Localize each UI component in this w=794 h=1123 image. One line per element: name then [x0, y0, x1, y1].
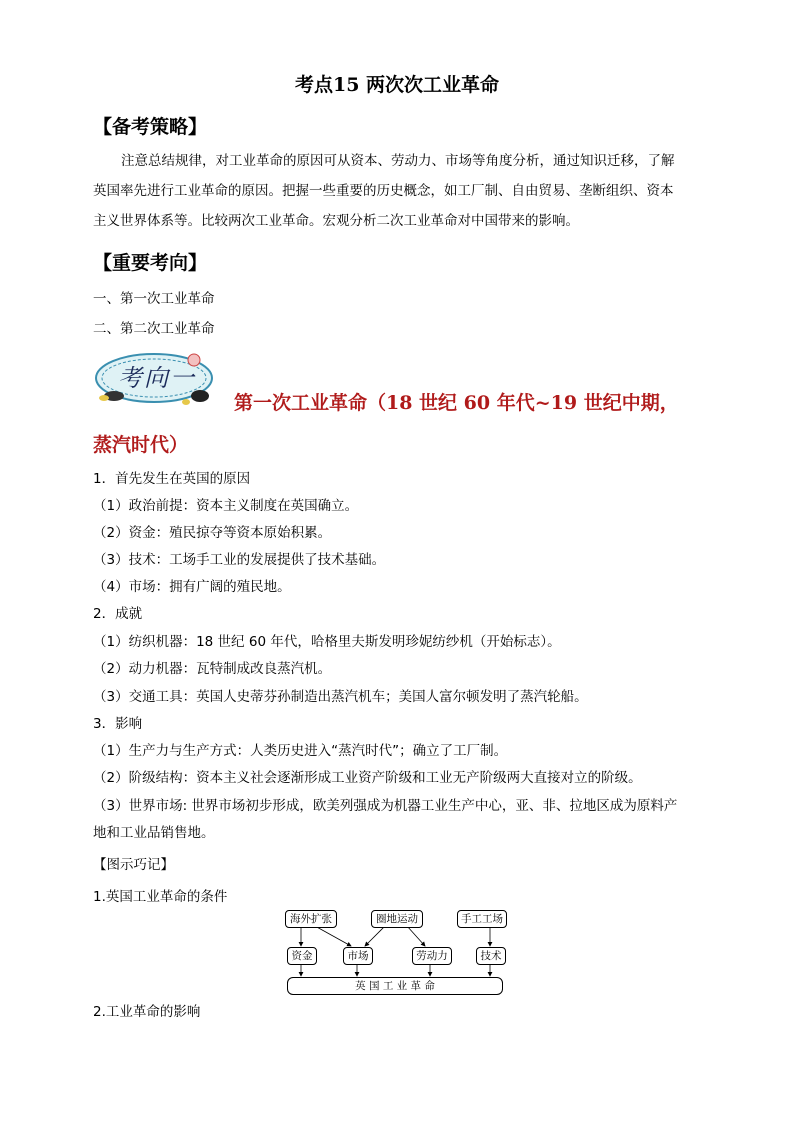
- strategy-line-3: 主义世界体系等。比较两次工业革命。宏观分析二次工业革命对中国带来的影响。: [93, 213, 579, 229]
- page-title: 考点15 两次次工业革命: [294, 74, 500, 96]
- direction-item-2: 二、第二次工业革命: [93, 321, 215, 337]
- diagram-node-labor: 劳动力: [412, 947, 452, 965]
- content-line: 2．成就: [93, 606, 143, 622]
- badge-label: 考向一: [118, 364, 196, 392]
- diagram-node-industrial-revolution: 英 国 工 业 革 命: [287, 977, 503, 995]
- content-line: （2）阶级结构：资本主义社会逐渐形成工业资产阶级和工业无产阶级两大直接对立的阶级。: [93, 770, 642, 786]
- content-line: （1）纺织机器：18 世纪 60 年代，哈格里夫斯发明珍妮纺纱机（开始标志）。: [93, 634, 561, 650]
- diagram-node-workshop: 手工工场: [457, 910, 507, 928]
- content-line: 3．影响: [93, 716, 143, 732]
- footer-line: 2.工业革命的影响: [93, 1004, 201, 1020]
- diagram-node-market: 市场: [343, 947, 373, 965]
- content-line: 地和工业品销售地。: [93, 825, 215, 841]
- topic-heading-line1: 第一次工业革命（18 世纪 60 年代~19 世纪中期，: [234, 392, 679, 414]
- content-line: 【图示巧记】: [93, 857, 174, 873]
- content-line: （2）资金：殖民掠夺等资本原始积累。: [93, 525, 332, 541]
- strategy-paragraph: [93, 146, 701, 236]
- diagram-node-overseas-expansion: 海外扩张: [285, 910, 337, 928]
- section-badge: [92, 350, 222, 410]
- content-line: （2）动力机器：瓦特制成改良蒸汽机。: [93, 661, 332, 677]
- diagram-node-enclosure: 圈地运动: [371, 910, 423, 928]
- diagram-node-technology: 技术: [476, 947, 506, 965]
- content-line: 1.英国工业革命的条件: [93, 889, 228, 905]
- strategy-line-2: 英国率先进行工业革命的原因。把握一些重要的历史概念，如工厂制、自由贸易、垄断组织、资本: [93, 183, 674, 199]
- strategy-heading: 【备考策略】: [93, 116, 208, 138]
- content-line: （1）政治前提：资本主义制度在英国确立。: [93, 498, 359, 514]
- content-line: （3）世界市场: 世界市场初步形成，欧美列强成为机器工业生产中心，亚、非、拉地区成为原料产: [93, 798, 678, 814]
- content-line: （3）交通工具：英国人史蒂芬孙制造出蒸汽机车；美国人富尔顿发明了蒸汽轮船。: [93, 689, 588, 705]
- direction-item-1: 一、第一次工业革命: [93, 291, 215, 307]
- content-line: （3）技术：工场手工业的发展提供了技术基础。: [93, 552, 386, 568]
- strategy-line-1: 注意总结规律，对工业革命的原因可从资本、劳动力、市场等角度分析，通过知识迁移，了解: [121, 153, 675, 169]
- topic-heading-line2: 蒸汽时代）: [93, 434, 189, 456]
- content-line: （4）市场：拥有广阔的殖民地。: [93, 579, 291, 595]
- direction-heading: 【重要考向】: [93, 252, 208, 274]
- conditions-diagram: [285, 905, 505, 995]
- diagram-node-capital: 资金: [287, 947, 317, 965]
- content-line: 1．首先发生在英国的原因: [93, 471, 251, 487]
- content-line: （1）生产力与生产方式：人类历史进入“蒸汽时代”；确立了工厂制。: [93, 743, 508, 759]
